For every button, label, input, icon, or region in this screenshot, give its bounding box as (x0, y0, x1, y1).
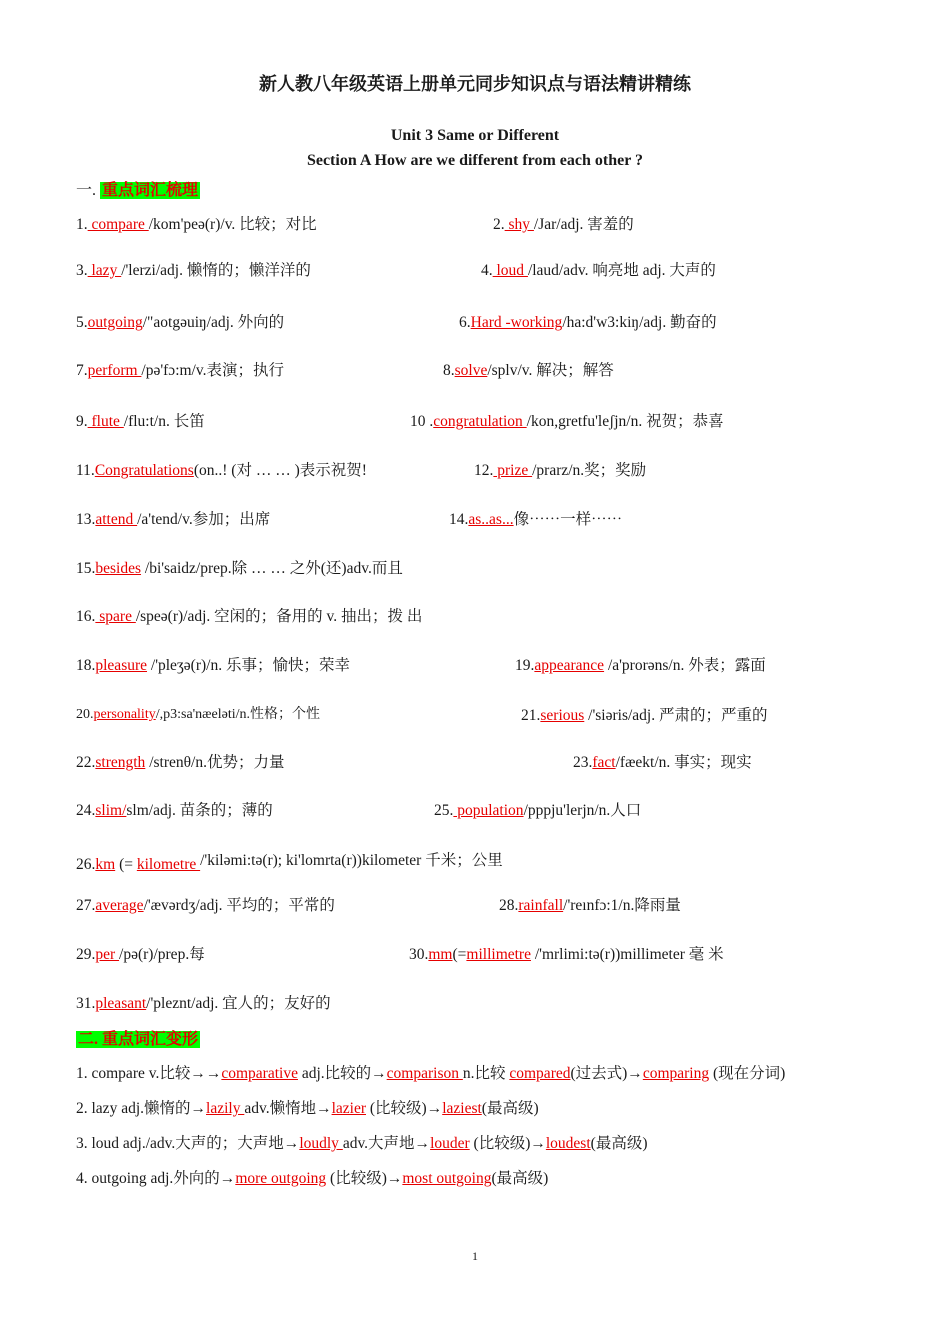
vocab-definition: /"aotgəuiŋ/adj. 外向的 (142, 314, 285, 331)
vocab-answer-full: millimetre (466, 946, 531, 963)
vocab-number: 20. (76, 707, 94, 722)
vocab-number: 6. (459, 314, 471, 331)
vocab-item (76, 604, 422, 626)
vocab-answer: population (453, 802, 524, 819)
vocab-number: 21. (521, 707, 541, 724)
vocab-number: 10 . (410, 413, 434, 430)
vocab-item (76, 358, 284, 380)
vocab-item (76, 556, 403, 578)
vocab-number: 13. (76, 511, 96, 528)
vocab-answer: congratulation (433, 413, 527, 430)
vocab-number: 4. (481, 262, 493, 279)
word-form-text: (比较级)→ (326, 1170, 403, 1187)
vocab-number: 15. (76, 560, 96, 577)
word-form-line (76, 1131, 647, 1153)
vocab-definition: /'siəris/adj. 严肃的；严重的 (584, 707, 768, 724)
vocab-answer: pleasant (95, 995, 147, 1012)
vocab-definition: /ha:d'w3:kiŋ/adj. 勤奋的 (562, 314, 717, 331)
vocab-definition: /prarz/n.奖；奖励 (532, 462, 647, 479)
word-form-text: (最高级) (590, 1135, 648, 1152)
vocab-item (499, 893, 681, 915)
vocab-number: 3. (76, 262, 88, 279)
vocab-item (76, 258, 311, 280)
word-form-text: adv.大声地→ (342, 1135, 431, 1152)
vocab-answer: attend (95, 511, 138, 528)
unit-title: Unit 3 Same or Different (390, 127, 560, 144)
word-form-answer: comparative (221, 1065, 298, 1082)
vocab-number: 2. (493, 216, 505, 233)
vocab-item (459, 310, 717, 332)
vocab-number: 11. (76, 462, 95, 479)
vocab-equals: (= (115, 856, 137, 873)
vocab-answer-full: kilometre (136, 856, 201, 873)
vocab-item (493, 212, 634, 234)
vocab-number: 24. (76, 802, 96, 819)
word-form-text: (比较级)→ (469, 1135, 546, 1152)
part2-heading (76, 1026, 200, 1049)
word-form-text: (最高级) (491, 1170, 549, 1187)
vocab-definition: slm/adj. 苗条的；薄的 (126, 802, 273, 819)
vocab-answer: flute (87, 413, 124, 430)
vocab-number: 28. (499, 897, 519, 914)
vocab-definition: /bi'saidz/prep.除 … … 之外(还)adv.而且 (141, 560, 403, 577)
word-form-answer: lazier (331, 1100, 366, 1117)
vocab-definition: /splv/v. 解决；解答 (487, 362, 614, 379)
vocab-item (76, 991, 331, 1013)
vocab-definition: /pə'fɔ:m/v.表演；执行 (141, 362, 284, 379)
vocab-item (409, 942, 724, 964)
vocab-item (76, 942, 205, 964)
word-form-answer: more outgoing (235, 1170, 327, 1187)
vocab-answer: besides (95, 560, 142, 577)
vocab-answer: serious (540, 707, 585, 724)
vocab-definition: /fæekt/n. 事实；现实 (615, 754, 752, 771)
vocab-definition: /flu:t/n. 长笛 (123, 413, 205, 430)
vocab-number: 30. (409, 946, 429, 963)
section-title: Section A How are we different from each other ? (306, 152, 644, 169)
part1-heading (76, 177, 200, 200)
vocab-answer: Hard -working (470, 314, 563, 331)
page-title: 新人教八年级英语上册单元同步知识点与语法精讲精练 (259, 74, 691, 94)
vocab-definition: /'mrlimi:tə(r))millimeter 毫 米 (530, 946, 724, 963)
part1-label: 重点词汇梳理 (102, 182, 199, 199)
word-form-answer: lazily (206, 1100, 245, 1117)
word-form-text: 4. outgoing adj.外向的→ (76, 1170, 236, 1187)
vocab-answer: spare (95, 608, 136, 625)
word-form-text: (比较级)→ (366, 1100, 443, 1117)
vocab-number: 19. (515, 657, 535, 674)
vocab-definition: 像⋯⋯一样⋯⋯ (513, 511, 623, 528)
vocab-definition: /'lerzi/adj. 懒惰的；懒洋洋的 (121, 262, 311, 279)
word-form-text: n.比较 (462, 1065, 510, 1082)
vocab-answer: shy (504, 216, 534, 233)
word-form-answer: comparison (386, 1065, 463, 1082)
word-form-line (76, 1166, 548, 1188)
vocab-answer: strength (95, 754, 146, 771)
word-form-answer: comparing (642, 1065, 710, 1082)
word-form-text: adv.懒惰地→ (244, 1100, 332, 1117)
vocab-item (515, 653, 766, 675)
vocab-definition: /Jar/adj. 害羞的 (533, 216, 634, 233)
vocab-item (449, 507, 622, 529)
vocab-number: 23. (573, 754, 593, 771)
vocab-answer: mm (428, 946, 453, 963)
vocab-item (76, 750, 284, 772)
vocab-definition: /laud/adv. 响亮地 adj. 大声的 (527, 262, 716, 279)
vocab-definition: /kom'peə(r)/v. 比较；对比 (148, 216, 317, 233)
part2-number: 二. (78, 1031, 99, 1048)
word-form-text: 1. compare v.比较→→ (76, 1065, 222, 1082)
vocab-item (76, 212, 317, 234)
vocab-number: 27. (76, 897, 96, 914)
vocab-item (434, 798, 641, 820)
vocab-item (410, 409, 724, 431)
word-form-line (76, 1061, 785, 1083)
vocab-answer: compare (87, 216, 149, 233)
vocab-item (481, 258, 716, 280)
vocab-definition: /pppju'lerjn/n.人口 (523, 802, 642, 819)
vocab-answer: per (95, 946, 120, 963)
vocab-item (521, 703, 767, 725)
vocab-answer: fact (592, 754, 616, 771)
vocab-definition: /strenθ/n.优势；力量 (145, 754, 285, 771)
part1-number: 一. (76, 182, 97, 199)
vocab-item (76, 653, 350, 675)
vocab-item (76, 507, 270, 529)
word-form-text: (最高级) (481, 1100, 539, 1117)
vocab-number: 14. (449, 511, 469, 528)
vocab-answer: perform (87, 362, 142, 379)
vocab-number: 16. (76, 608, 96, 625)
vocab-number: 1. (76, 216, 88, 233)
page-number: 1 (472, 1249, 478, 1263)
vocab-item (76, 310, 284, 332)
vocab-answer: lazy (87, 262, 122, 279)
vocab-definition: /a'prorəns/n. 外表；露面 (604, 657, 766, 674)
vocab-number: 12. (474, 462, 494, 479)
vocab-definition: /'reınfɔ:1/n.降雨量 (563, 897, 681, 914)
word-form-text: adj.比较的→ (297, 1065, 387, 1082)
vocab-answer: appearance (534, 657, 605, 674)
vocab-definition: /'pleznt/adj. 宜人的；友好的 (146, 995, 331, 1012)
word-form-answer: compared (509, 1065, 571, 1082)
vocab-number: 8. (443, 362, 455, 379)
vocab-item (573, 750, 752, 772)
word-form-answer: laziest (442, 1100, 482, 1117)
vocab-answer: Congratulations (94, 462, 194, 479)
word-form-answer: louder (430, 1135, 470, 1152)
vocab-definition: /a'tend/v.参加；出席 (137, 511, 271, 528)
vocab-answer: outgoing (87, 314, 143, 331)
vocab-answer: average (95, 897, 144, 914)
vocab-number: 31. (76, 995, 96, 1012)
vocab-answer: pleasure (95, 657, 148, 674)
vocab-answer: km (95, 856, 116, 873)
vocab-definition: /pə(r)/prep.每 (119, 946, 205, 963)
vocab-item (76, 893, 335, 915)
vocab-item (76, 458, 367, 480)
vocab-definition: /,p3:sa'næeləti/n.性格；个性 (155, 707, 321, 722)
word-form-text: (过去式)→ (570, 1065, 643, 1082)
vocab-answer: loud (492, 262, 528, 279)
vocab-number: 29. (76, 946, 96, 963)
word-form-line (76, 1096, 539, 1118)
word-form-text: 2. lazy adj.懒惰的→ (76, 1100, 207, 1117)
vocab-equals: (= (452, 946, 467, 963)
vocab-definition: (on..! (对 … … )表示祝贺! (193, 462, 367, 479)
vocab-answer: slim/ (95, 802, 127, 819)
word-form-answer: loudly (299, 1135, 343, 1152)
vocab-definition: /speə(r)/adj. 空闲的；备用的 v. 抽出；拨 出 (135, 608, 423, 625)
vocab-number: 25. (434, 802, 454, 819)
vocab-item (474, 458, 646, 480)
word-form-answer: loudest (545, 1135, 591, 1152)
vocab-item (76, 852, 503, 874)
vocab-answer: solve (454, 362, 488, 379)
word-form-answer: most outgoing (402, 1170, 492, 1187)
word-form-text: 3. loud adj./adv.大声的；大声地→ (76, 1135, 300, 1152)
vocab-number: 18. (76, 657, 96, 674)
vocab-item (76, 703, 320, 723)
vocab-answer: prize (493, 462, 533, 479)
vocab-answer: as..as... (468, 511, 514, 528)
part2-label-text: 重点词汇变形 (102, 1031, 199, 1048)
vocab-answer: personality (93, 707, 156, 722)
part2-label (76, 1031, 200, 1048)
vocab-number: 26. (76, 856, 96, 873)
vocab-number: 5. (76, 314, 88, 331)
vocab-number: 22. (76, 754, 96, 771)
vocab-definition: /'pleʒə(r)/n. 乐事；愉快；荣幸 (147, 657, 350, 674)
vocab-item (443, 358, 614, 380)
vocab-answer: rainfall (518, 897, 564, 914)
vocab-definition: /'kiləmi:tə(r); ki'lomrta(r))kilometer 千米；公里 (200, 852, 503, 869)
vocab-definition: /kon,gretfu'leʃjn/n. 祝贺；恭喜 (526, 413, 724, 430)
word-form-text: (现在分词) (709, 1065, 786, 1082)
vocab-number: 9. (76, 413, 88, 430)
vocab-definition: /'ævərdʒ/adj. 平均的；平常的 (143, 897, 335, 914)
vocab-number: 7. (76, 362, 88, 379)
vocab-item (76, 798, 273, 820)
vocab-item (76, 409, 205, 431)
